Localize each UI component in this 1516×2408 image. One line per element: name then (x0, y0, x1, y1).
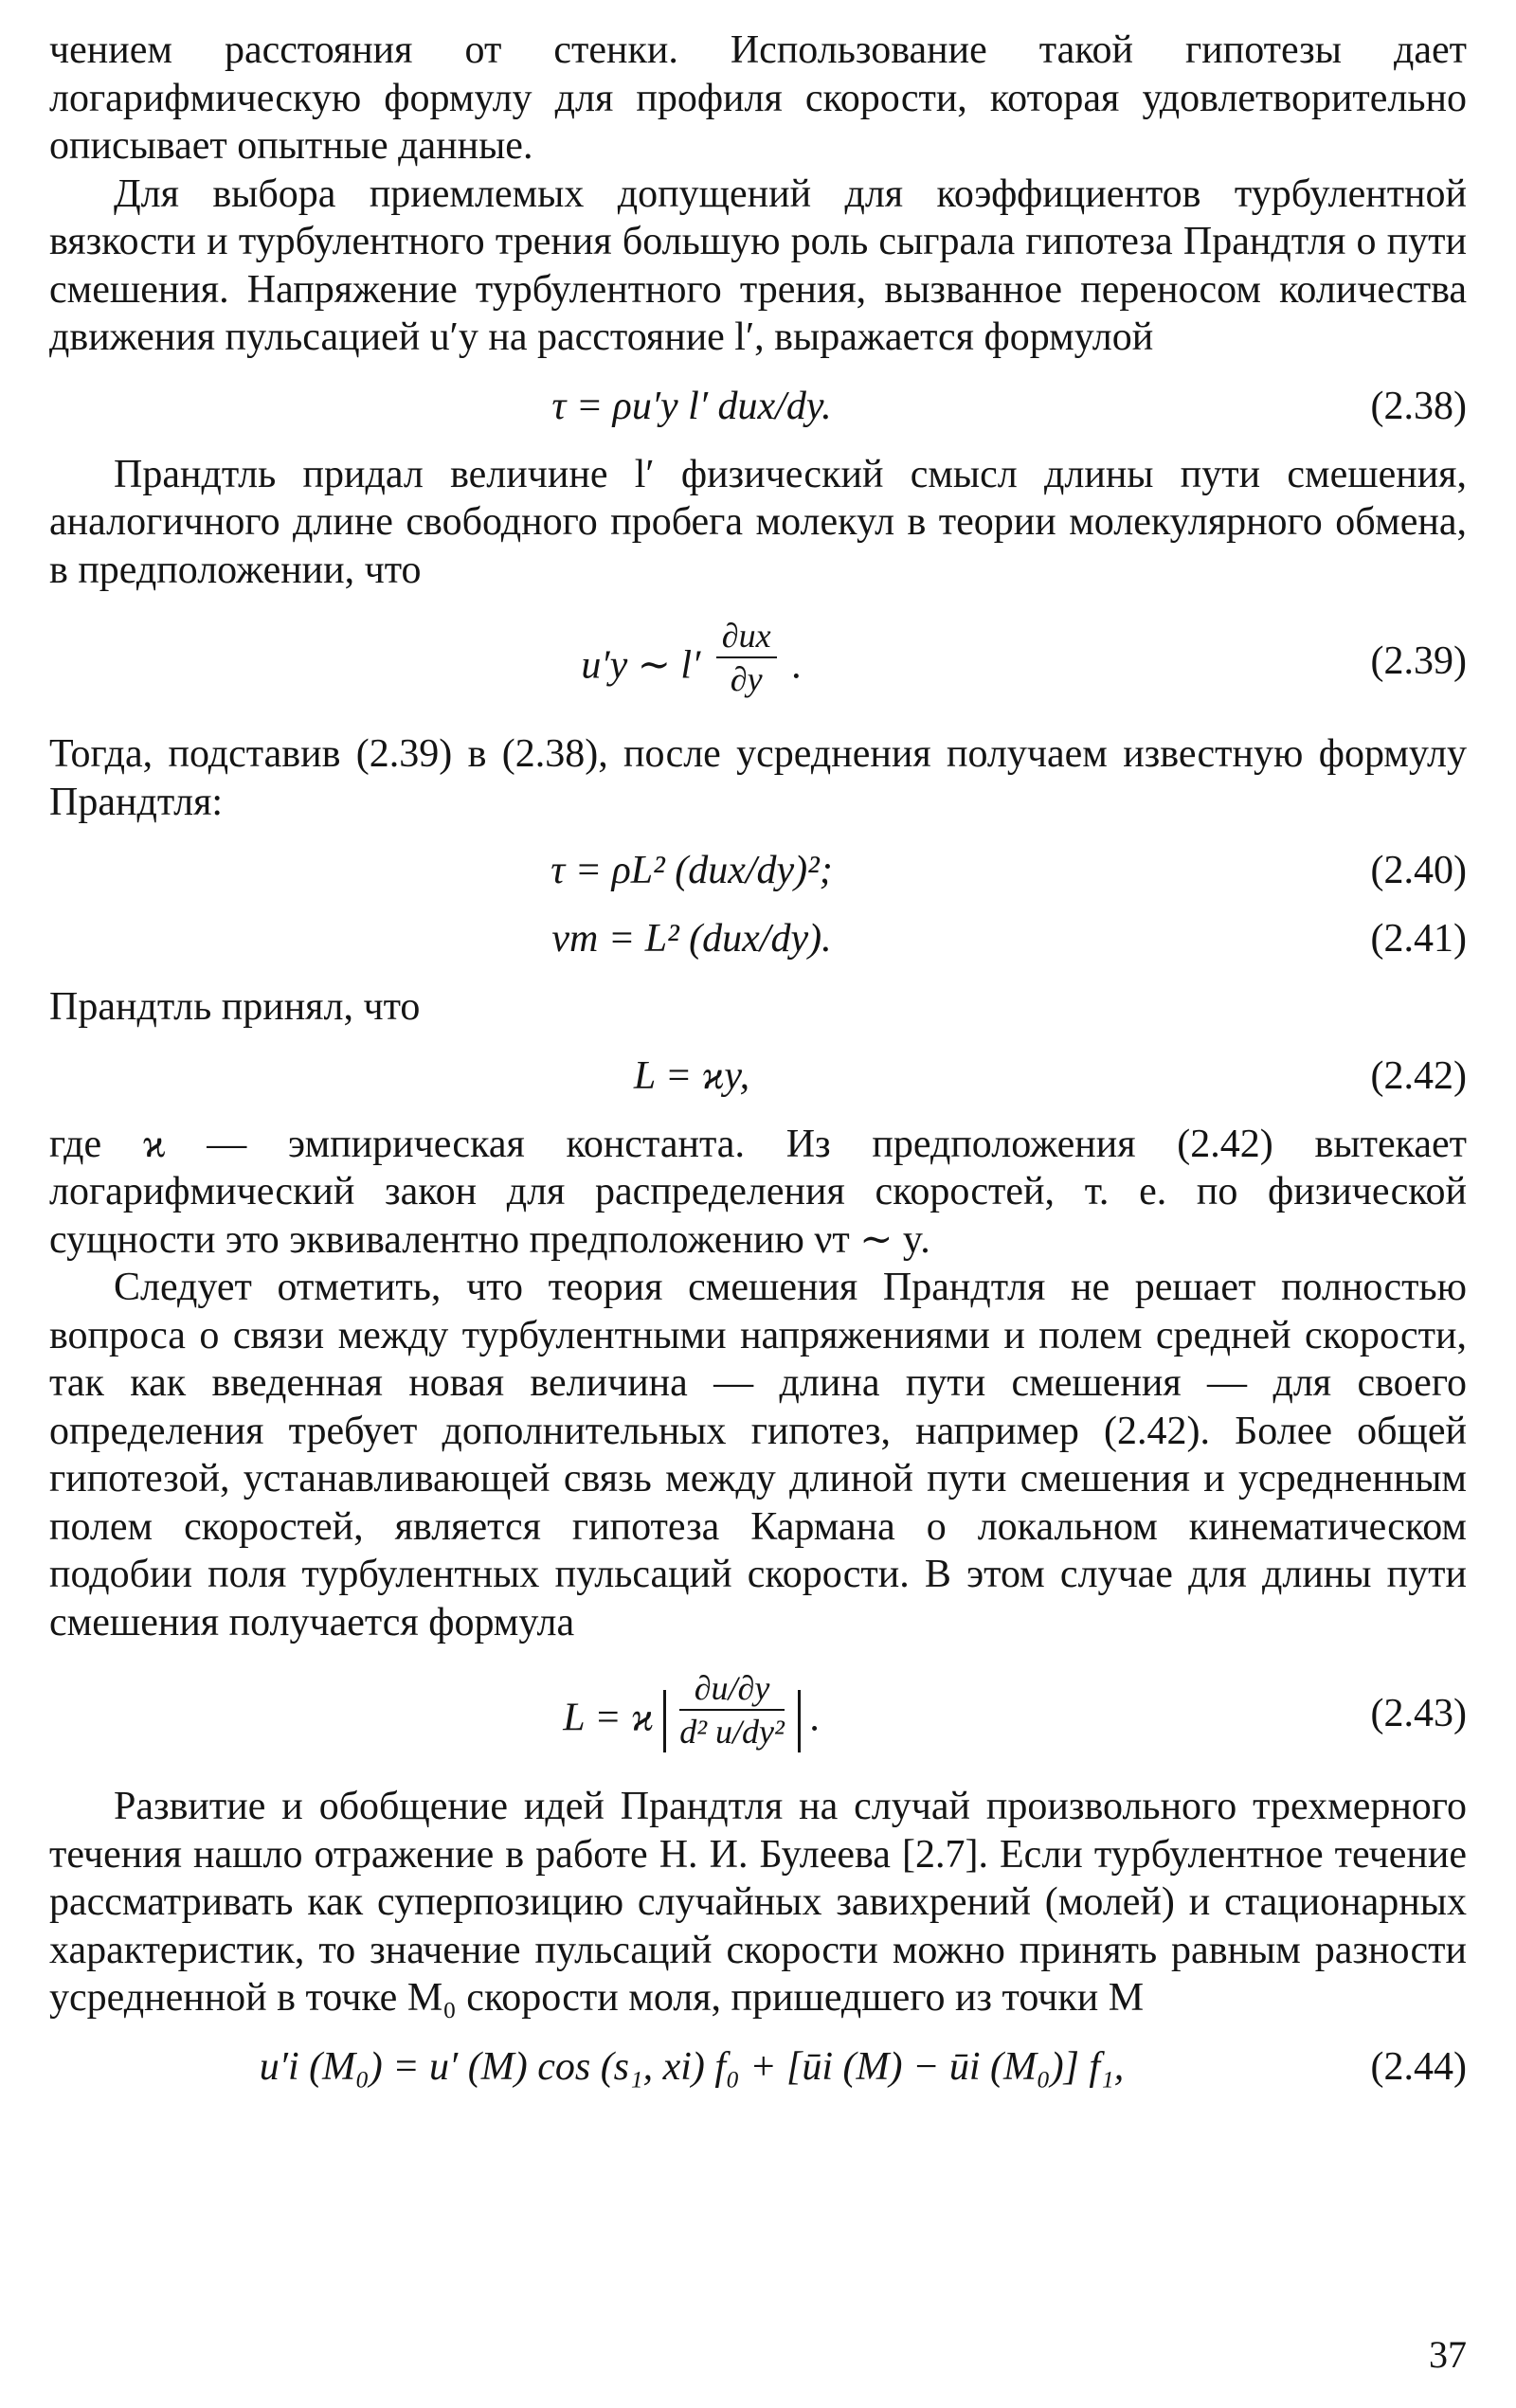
equation-2-43-fraction (679, 1667, 785, 1752)
equation-2-41 (49, 915, 1467, 962)
equation-2-44 (49, 2043, 1467, 2091)
equation-2-40-body: τ = ρL² (dux/dy)²; (550, 849, 833, 892)
equation-2-39 (49, 615, 1467, 710)
equation-2-38-number: (2.38) (1370, 384, 1467, 428)
equation-2-39-left: u′y ∼ l′ (581, 643, 701, 688)
equation-2-43-tail: . (810, 1696, 821, 1740)
equation-2-38 (49, 383, 1467, 430)
equation-2-43-denominator: d² u/dy² (679, 1713, 785, 1751)
equation-2-40-number: (2.40) (1370, 849, 1467, 892)
equation-2-43 (49, 1667, 1467, 1762)
equation-2-39-denominator: ∂y (730, 660, 763, 698)
equation-2-38-body: τ = ρu′y l′ dux/dy. (551, 384, 832, 428)
equation-2-43-number: (2.43) (1370, 1692, 1467, 1735)
page-number: 37 (1429, 2333, 1467, 2376)
paragraph-8: Развитие и обобщение идей Прандтля на случай произвольного трехмерного течения нашло отражение в работе Н. И. Булеева [2.7]. Если турбулентное течение рассматривать как суперпозицию случайных завихрений (молей) и стационарных характеристик, то значение пульсаций скорости можно принять равным разности усредненной в точке M₀ скорости моля, пришедшего из точки M (49, 1785, 1467, 2020)
equation-2-44-body: u′i (M₀) = u′ (M) cos (s₁, xi) f₀ + [ūi (M) − ūi (M₀)] f₁, (259, 2044, 1125, 2089)
equation-2-42-body: L = ϰy, (633, 1053, 750, 1098)
equation-2-42 (49, 1052, 1467, 1100)
page-body (49, 27, 1467, 2111)
paragraph-5: Прандтль принял, что (49, 985, 421, 1029)
equation-2-42-number: (2.42) (1370, 1053, 1467, 1098)
equation-2-44-number: (2.44) (1370, 2044, 1467, 2089)
equation-2-43-numerator: ∂u/∂y (679, 1667, 785, 1711)
equation-2-39-number: (2.39) (1370, 639, 1467, 683)
equation-2-39-fraction (716, 615, 777, 700)
paragraph-4: Тогда, подставив (2.39) в (2.38), после усреднения получаем известную формулу Прандтля: (49, 732, 1467, 824)
paragraph-3: Прандтль придал величине l′ физический смысл длины пути смешения, аналогичного длине свободного пробега молекул в теории молекулярного обмена, в предположении, что (49, 452, 1467, 592)
equation-2-39-numerator: ∂ux (716, 615, 777, 658)
paragraph-2: Для выбора приемлемых допущений для коэффициентов турбулентной вязкости и турбулентного трения большую роль сыграла гипотеза Прандтля о пути смешения. Напряжение турбулентного трения, вызванное переносом количества движения пульсацией u′y на расстояние l′, выражается формулой (49, 171, 1467, 359)
equation-2-39-tail: . (792, 643, 803, 688)
equation-2-41-number: (2.41) (1370, 917, 1467, 961)
equation-2-40 (49, 847, 1467, 894)
paragraph-6: где ϰ — эмпирическая константа. Из предположения (2.42) вытекает логарифмический закон для распределения скоростей, т. е. по физической сущности это эквивалентно предположению νт ∼ y. (49, 1122, 1467, 1262)
paragraph-7: Следует отметить, что теория смешения Прандтля не решает полностью вопроса о связи между турбулентными напряжениями и полем средней скорости, так как введенная новая величина — длина пути смешения — для своего определения требует дополнительных гипотез, например (2.42). Более общей гипотезой, устанавливающей связь между длиной пути смешения и усредненным полем скоростей, является гипотеза Кармана о локальном кинематическом подобии поля турбулентных пульсаций скорости. В этом случае для длины пути смешения получается формула (49, 1266, 1467, 1644)
paragraph-1: чением расстояния от стенки. Использование такой гипотезы дает логарифмическую формулу для профиля скорости, которая удовлетворительно описывает опытные данные. (49, 28, 1467, 168)
equation-2-43-left: L = ϰ (563, 1696, 654, 1740)
equation-2-41-body: νт = L² (dux/dy). (551, 917, 832, 961)
